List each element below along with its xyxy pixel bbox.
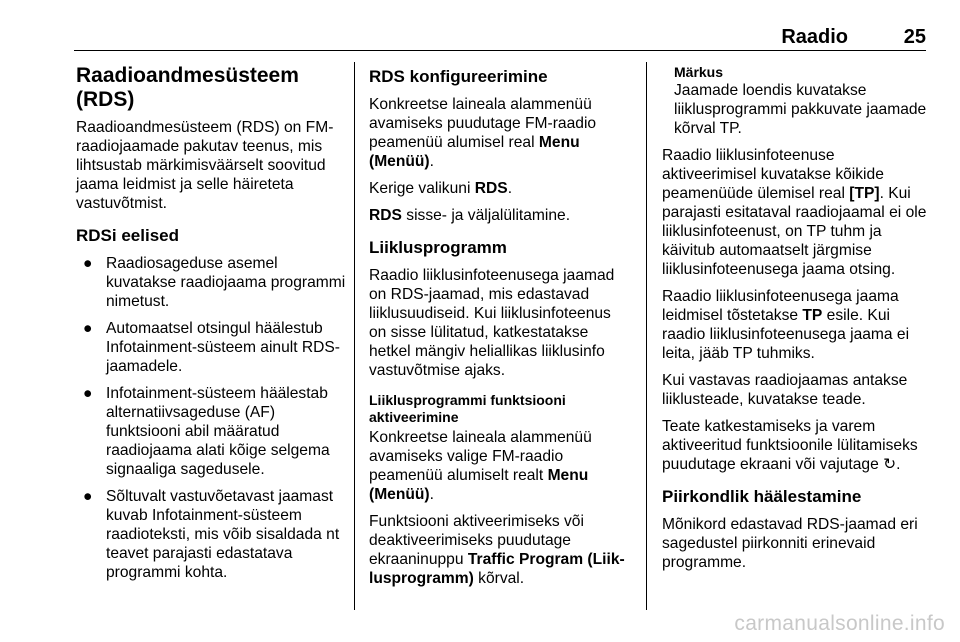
bullet-icon: ● <box>83 255 93 272</box>
column-divider <box>354 62 355 610</box>
regional-tuning-heading: Piirkondlik häälestamine <box>662 487 862 506</box>
column-3 <box>662 64 932 580</box>
config-step-3: RDS sisse- ja väljalülitamine. <box>369 207 571 224</box>
traffic-program-heading: Liiklusprogramm <box>369 238 507 257</box>
list-item: ● Infotainment-süsteem häälestab alternatiivsageduse (AF) funktsiooni abil määratud raadiojaama alati kõige selgema signaaliga sagedusele. <box>83 385 330 478</box>
watermark: carmanualsonline.info <box>734 612 945 635</box>
note-text: Jaamade loendis kuvatakse liiklusprogrammi pakkuvate jaamade kõrval TP. <box>674 82 927 137</box>
tp-paragraph-3: Kui vastavas raadiojaamas antakse liiklusteade, kuvatakse teade. <box>662 372 908 408</box>
activation-step-2: Funktsiooni aktiveerimiseks või deaktiveerimiseks puudutage ekraaninuppu Traffic Program (Liik-lusprogramm) kõrval. <box>369 513 625 587</box>
bullet-icon: ● <box>83 488 93 505</box>
rds-config-heading: RDS konfigureerimine <box>369 67 548 86</box>
tp-paragraph-2: Raadio liiklusinfoteenusega jaama leidmisel tõstetakse TP esile. Kui raadio liiklusinfoteenusega jaama ei leita, jääb TP tuhmiks. <box>662 288 910 362</box>
config-step-2: Kerige valikuni RDS. <box>369 180 513 197</box>
list-item: ● Automaatsel otsingul häälestub Infotainment-süsteem ainult RDS-jaamadele. <box>83 320 341 375</box>
page-number: 25 <box>903 26 926 48</box>
bullet-icon: ● <box>83 320 93 337</box>
config-step-1: Konkreetse laineala alammenüü avamiseks puudutage FM-raadio peamenüü alumisel real Menu (Menüü). <box>369 96 597 170</box>
traffic-activation-heading: Liiklusprogrammi funktsiooni aktiveerimine <box>369 392 566 425</box>
rds-intro: Raadioandmesüsteem (RDS) on FM-raadiojaamade pakutav teenus, mis lihtsustab märkimisväärselt soovitud jaama leidmist ja selle häireteta vastuvõtmist. <box>76 119 334 212</box>
column-divider <box>646 62 647 610</box>
traffic-program-text: Raadio liiklusinfoteenusega jaamad on RDS-jaamad, mis edastavad liiklusuudiseid. Kui liiklusinfoteenus on sisse lülitatud, katkestatakse hetkel mängiv heliallikas liiklusinfo vastuvõtmise ajaks. <box>369 267 615 379</box>
list-item: ● Raadiosageduse asemel kuvatakse raadiojaama programmi nimetust. <box>83 255 346 310</box>
rds-title: Raadioandmesüsteem (RDS) <box>76 64 299 111</box>
section-title: Raadio <box>781 26 848 48</box>
tp-paragraph-1: Raadio liiklusinfoteenuse aktiveerimisel kuvatakse kõikide peamenüüde ülemisel real [TP]. Kui parajasti esitataval raadiojaamal ei ole liiklusinfoteenust, on TP tuhm ja käivitub automaatselt järgmise liiklusinfoteenusega jaama otsing. <box>662 147 927 278</box>
list-item: ● Sõltuvalt vastuvõetavast jaamast kuvab Infotainment-süsteem raadioteksti, mis võib sisaldada nt teavet parajasti edastatava programmi kohta. <box>83 488 340 581</box>
benefits-list <box>76 254 346 582</box>
column-2 <box>369 60 631 596</box>
page-header <box>74 26 926 51</box>
note-heading: Märkus <box>674 64 724 80</box>
regional-tuning-text: Mõnikord edastavad RDS-jaamad eri sagedustel piirkonniti erinevaid programme. <box>662 516 918 571</box>
column-1 <box>76 60 346 590</box>
activation-step-1: Konkreetse laineala alammenüü avamiseks valige FM-raadio peamenüü alumiselt realt Menu (Menüü). <box>369 429 592 503</box>
tp-paragraph-4: Teate katkestamiseks ja varem aktiveeritud funktsioonile lülitamiseks puudutage ekraani või vajutage ↻. <box>662 418 918 473</box>
bullet-icon: ● <box>83 385 93 402</box>
rds-benefits-heading: RDSi eelised <box>76 226 179 245</box>
